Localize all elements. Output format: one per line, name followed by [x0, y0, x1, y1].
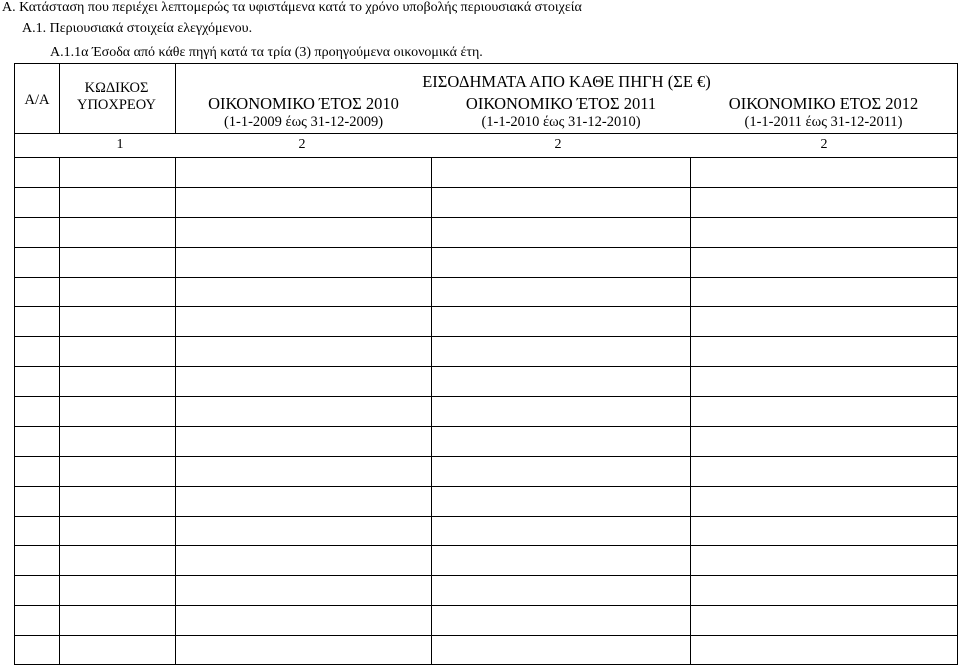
row-divider [14, 336, 958, 337]
year-header-2011 [432, 94, 690, 132]
body-vline [175, 157, 176, 665]
table-border-bottom [14, 664, 958, 665]
row-divider [14, 247, 958, 248]
col-header-code-line1: ΚΩΔΙΚΟΣ [84, 80, 149, 96]
year-title: ΟΙΚΟΝΟΜΙΚΟ ΈΤΟΣ 2010 [208, 94, 399, 113]
numbering-divider [14, 157, 958, 158]
year-header-2012 [690, 94, 957, 132]
section-heading-a11a: Α.1.1α Έσοδα από κάθε πηγή κατά τα τρία (3) προηγούμενα οικονομικά έτη. [50, 45, 483, 60]
header-divider [14, 133, 958, 134]
col-header-code [59, 80, 174, 114]
section-heading-a1: Α.1. Περιουσιακά στοιχεία ελεγχόμενου. [22, 21, 253, 36]
year-period: (1-1-2011 έως 31-12-2011) [744, 114, 903, 130]
year-period: (1-1-2009 έως 31-12-2009) [223, 114, 384, 130]
body-vline [431, 157, 432, 665]
section-heading-a: Α. Κατάσταση που περιέχει λεπτομερώς τα υφιστάμενα κατά το χρόνο υποβολής περιουσιακά στοιχεία [2, 0, 582, 15]
body-vline [690, 157, 691, 665]
col-header-code-line2: ΥΠΟΧΡΕΟΥ [76, 97, 157, 113]
row-divider [14, 187, 958, 188]
row-divider [14, 306, 958, 307]
year-title: ΟΙΚΟΝΟΜΙΚΟ ΈΤΟΣ 2011 [465, 94, 657, 113]
header-vline-code [175, 63, 176, 133]
col-header-aa: Α/Α [24, 92, 50, 108]
row-divider [14, 366, 958, 367]
row-divider [14, 456, 958, 457]
row-divider [14, 217, 958, 218]
year-header-2010 [176, 94, 431, 132]
income-table [14, 63, 958, 665]
row-divider [14, 635, 958, 636]
numbering-cell: 1 [116, 137, 124, 152]
row-divider [14, 605, 958, 606]
row-divider [14, 396, 958, 397]
numbering-cell: 2 [298, 137, 306, 152]
year-title: ΟΙΚΟΝΟΜΙΚΟ ΕΤΟΣ 2012 [728, 94, 919, 113]
row-divider [14, 575, 958, 576]
numbering-cell: 2 [820, 137, 828, 152]
numbering-cell: 2 [554, 137, 562, 152]
year-period: (1-1-2010 έως 31-12-2010) [481, 114, 641, 130]
body-vline [59, 157, 60, 665]
table-border-top [14, 63, 958, 64]
row-divider [14, 516, 958, 517]
row-divider [14, 545, 958, 546]
row-divider [14, 426, 958, 427]
header-vline-aa [59, 63, 60, 133]
row-divider [14, 277, 958, 278]
group-header-income: ΕΙΣΟΔΗΜΑΤΑ ΑΠΟ ΚΑΘΕ ΠΗΓΗ (ΣΕ €) [422, 72, 711, 91]
row-divider [14, 486, 958, 487]
